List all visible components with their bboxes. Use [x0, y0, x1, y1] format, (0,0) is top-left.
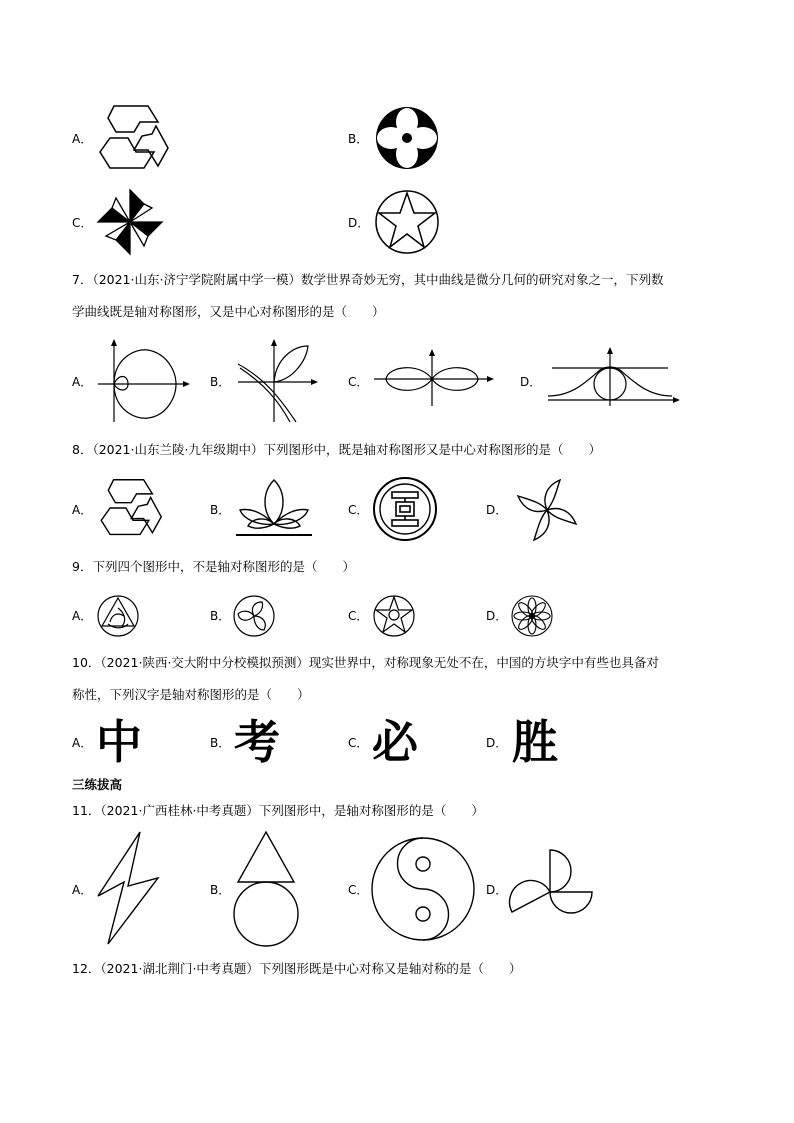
- q7-option-c-label: C．: [348, 375, 369, 389]
- q7-option-a-cardioid-curve: [96, 338, 192, 424]
- q8-option-c-coin-emblem: [372, 476, 438, 542]
- q10-option-b-label: B．: [210, 736, 231, 750]
- q11-option-b-triangle-over-circle: [230, 830, 302, 948]
- q8-text-line1: 8．（2021·山东兰陵·九年级期中）下列图形中，既是轴对称图形又是中心对称图形的是（ ）: [72, 442, 601, 457]
- q8-option-b-lotus: [232, 476, 316, 540]
- q9-option-b-swirl-circle: [232, 594, 276, 638]
- q12-text-line1: 12．（2021·湖北荆门·中考真题）下列图形既是中心对称又是轴对称的是（ ）: [72, 961, 522, 976]
- q11-option-d-label: D．: [486, 883, 508, 897]
- section-heading: 三练拔高: [72, 777, 123, 792]
- q8-option-a-recycle-figure: [96, 478, 170, 538]
- q11-option-c-yin-yang: [370, 836, 476, 942]
- q6-option-a-label: A．: [72, 132, 93, 146]
- q7-option-d-label: D．: [520, 375, 542, 389]
- q9-option-d-label: D．: [486, 609, 508, 623]
- q10-text-line2: 称性，下列汉字是轴对称图形的是（ ）: [72, 687, 310, 702]
- q7-option-b-label: B．: [210, 375, 231, 389]
- q11-option-c-label: C．: [348, 883, 369, 897]
- q7-option-d-witch-curve: [542, 346, 684, 408]
- q7-option-c-lemniscate-curve: [372, 348, 496, 408]
- q11-option-d-fan-blades: [508, 848, 596, 932]
- q11-option-b-label: B．: [210, 883, 231, 897]
- q10-text-line1: 10．（2021·陕西·交大附中分校模拟预测）现实世界中，对称现象无处不在，中国的方块字中有些也具备对: [72, 655, 659, 670]
- q11-text-line1: 11．（2021·广西桂林·中考真题）下列图形中，是轴对称图形的是（ ）: [72, 803, 484, 818]
- q8-option-d-label: D．: [486, 503, 508, 517]
- q6-option-a-recycle-figure: [96, 104, 176, 172]
- q6-option-d-star-circle: [374, 189, 440, 255]
- q10-option-b-character: 考: [234, 715, 280, 769]
- q11-option-a-lightning-bolt: [94, 830, 162, 946]
- q7-text-line1: 7．（2021·山东·济宁学院附属中学一模）数学世界奇妙无穷，其中曲线是微分几何的研究对象之一，下列数: [72, 272, 664, 287]
- q9-option-d-petal-circle: [510, 594, 554, 638]
- q11-option-a-label: A．: [72, 883, 93, 897]
- q10-option-d-character: 胜: [512, 715, 558, 769]
- q6-option-b-label: B．: [348, 132, 369, 146]
- q6-option-c-label: C．: [72, 216, 93, 230]
- q8-option-d-spiral-pinwheel: [510, 478, 584, 542]
- q9-option-a-triangle-circle: [96, 594, 140, 638]
- q9-text-line1: 9．下列四个图形中，不是轴对称图形的是（ ）: [72, 559, 355, 574]
- q10-option-d-label: D．: [486, 736, 508, 750]
- q6-option-c-pinwheel: [94, 188, 166, 256]
- q7-option-b-folium-curve: [234, 338, 322, 424]
- q7-option-a-label: A．: [72, 375, 93, 389]
- q8-option-b-label: B．: [210, 503, 231, 517]
- q9-option-c-star-circle: [372, 594, 416, 638]
- q8-option-c-label: C．: [348, 503, 369, 517]
- q6-option-d-label: D．: [348, 216, 370, 230]
- q9-option-c-label: C．: [348, 609, 369, 623]
- q7-text-line2: 学曲线既是轴对称图形，又是中心对称图形的是（ ）: [72, 304, 385, 319]
- q10-option-c-label: C．: [348, 736, 369, 750]
- q9-option-a-label: A．: [72, 609, 93, 623]
- q10-option-a-label: A．: [72, 736, 93, 750]
- q6-option-b-flower-circle: [374, 105, 440, 171]
- q10-option-a-character: 中: [96, 715, 142, 769]
- q8-option-a-label: A．: [72, 503, 93, 517]
- q10-option-c-character: 必: [372, 715, 418, 769]
- q9-option-b-label: B．: [210, 609, 231, 623]
